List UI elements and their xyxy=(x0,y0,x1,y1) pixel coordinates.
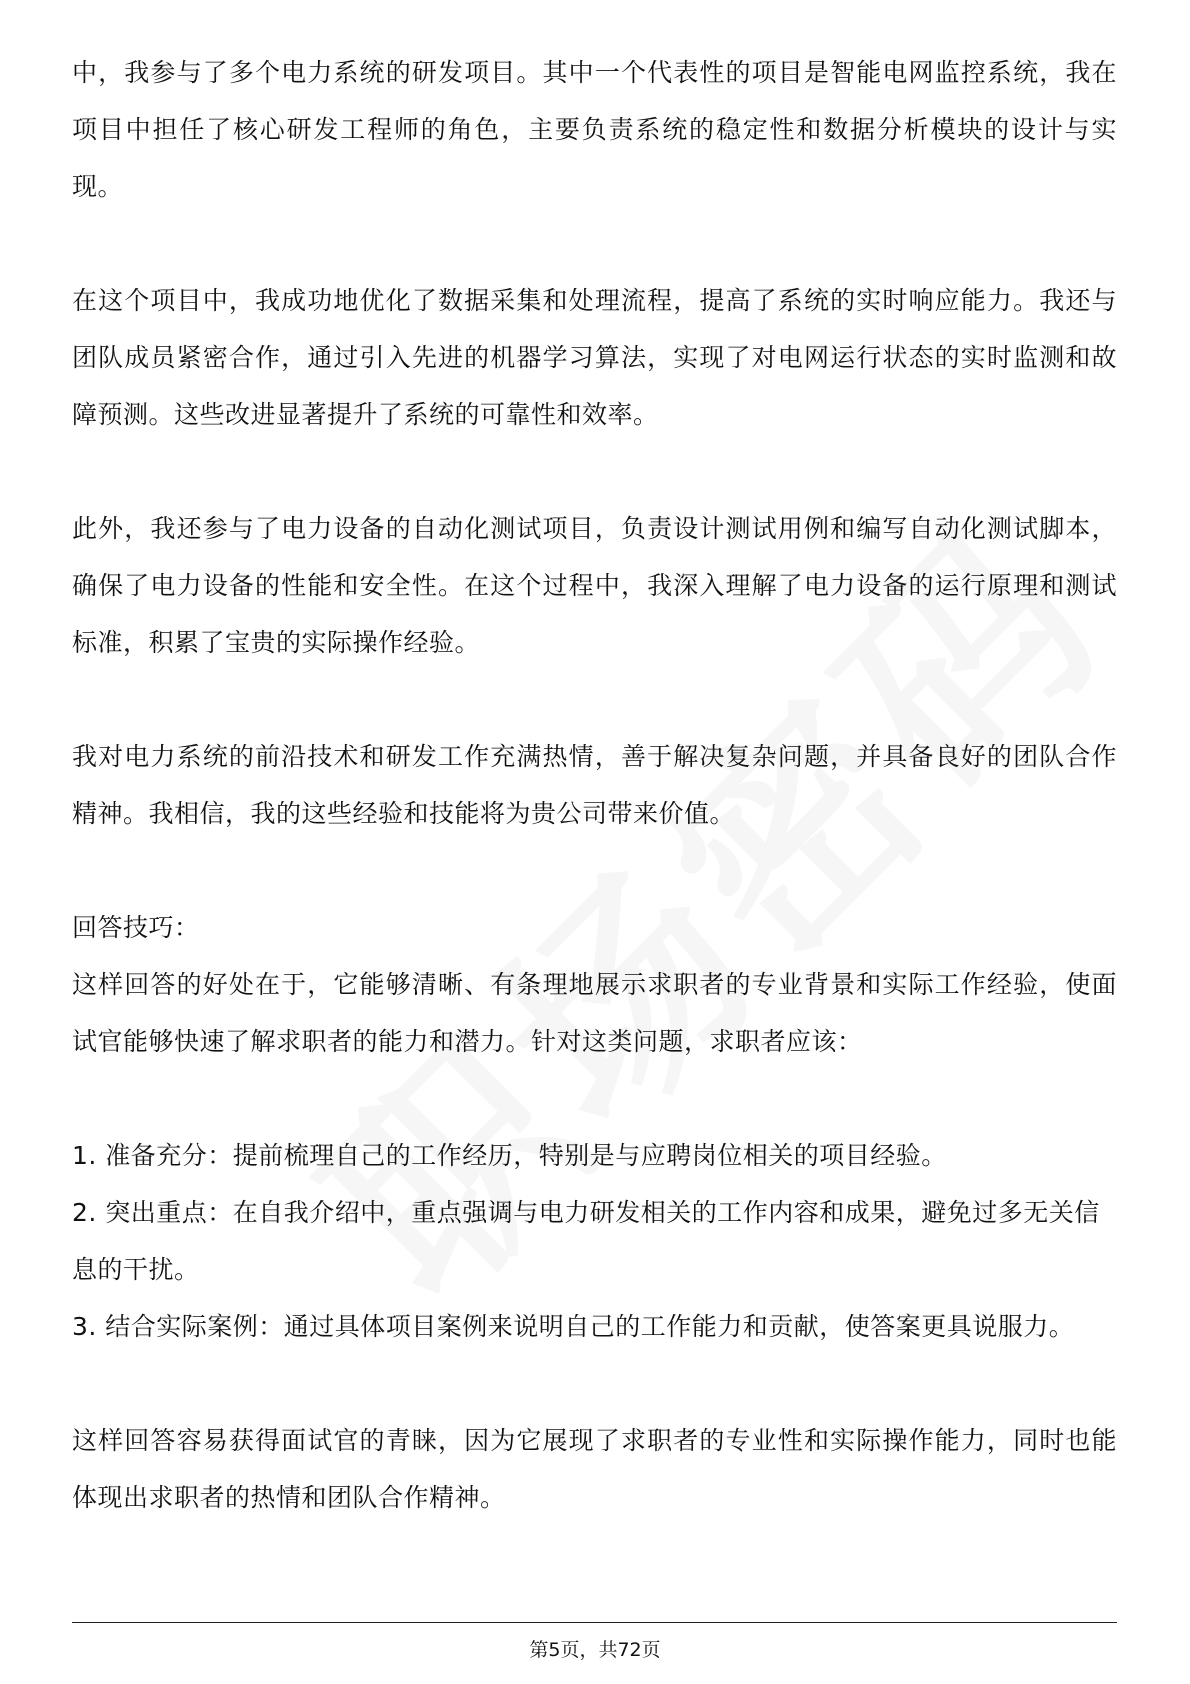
paragraph-gap xyxy=(72,842,1117,899)
tips-conclusion: 这样回答容易获得面试官的青睐，因为它展现了求职者的专业性和实际操作能力，同时也能体现出求职者的热情和团队合作精神。 xyxy=(72,1426,1117,1512)
page-number: 第5页，共72页 xyxy=(529,1639,661,1661)
tips-list-item: 2. 突出重点：在自我介绍中，重点强调与电力研发相关的工作内容和成果，避免过多无关信息的干扰。 xyxy=(72,1198,1100,1284)
paragraph-motivation: 我对电力系统的前沿技术和研发工作充满热情，善于解决复杂问题，并具备良好的团队合作精神。我相信，我的这些经验和技能将为贵公司带来价值。 xyxy=(72,742,1117,828)
paragraph-project-results: 在这个项目中，我成功地优化了数据采集和处理流程，提高了系统的实时响应能力。我还与团队成员紧密合作，通过引入先进的机器学习算法，实现了对电网运行状态的实时监测和故障预测。这些改进显著提升了系统的可靠性和效率。 xyxy=(72,286,1117,429)
tips-list-item: 3. 结合实际案例：通过具体项目案例来说明自己的工作能力和贡献，使答案更具说服力。 xyxy=(72,1312,1075,1341)
page-content xyxy=(72,44,1117,1526)
paragraph-gap xyxy=(72,1070,1117,1127)
tips-intro: 这样回答的好处在于，它能够清晰、有条理地展示求职者的专业背景和实际工作经验，使面试官能够快速了解求职者的能力和潜力。针对这类问题，求职者应该： xyxy=(72,970,1117,1056)
tips-list-item: 1. 准备充分：提前梳理自己的工作经历，特别是与应聘岗位相关的项目经验。 xyxy=(72,1141,947,1170)
paragraph-project-intro: 中，我参与了多个电力系统的研发项目。其中一个代表性的项目是智能电网监控系统，我在项目中担任了核心研发工程师的角色，主要负责系统的稳定性和数据分析模块的设计与实现。 xyxy=(72,58,1117,201)
paragraph-gap xyxy=(72,671,1117,728)
paragraph-gap xyxy=(72,1355,1117,1412)
tips-heading: 回答技巧： xyxy=(72,913,200,942)
paragraph-testing-project: 此外，我还参与了电力设备的自动化测试项目，负责设计测试用例和编写自动化测试脚本，确保了电力设备的性能和安全性。在这个过程中，我深入理解了电力设备的运行原理和测试标准，积累了宝贵的实际操作经验。 xyxy=(72,514,1117,657)
paragraph-gap xyxy=(72,215,1117,272)
paragraph-gap xyxy=(72,443,1117,500)
footer-divider xyxy=(72,1622,1117,1623)
